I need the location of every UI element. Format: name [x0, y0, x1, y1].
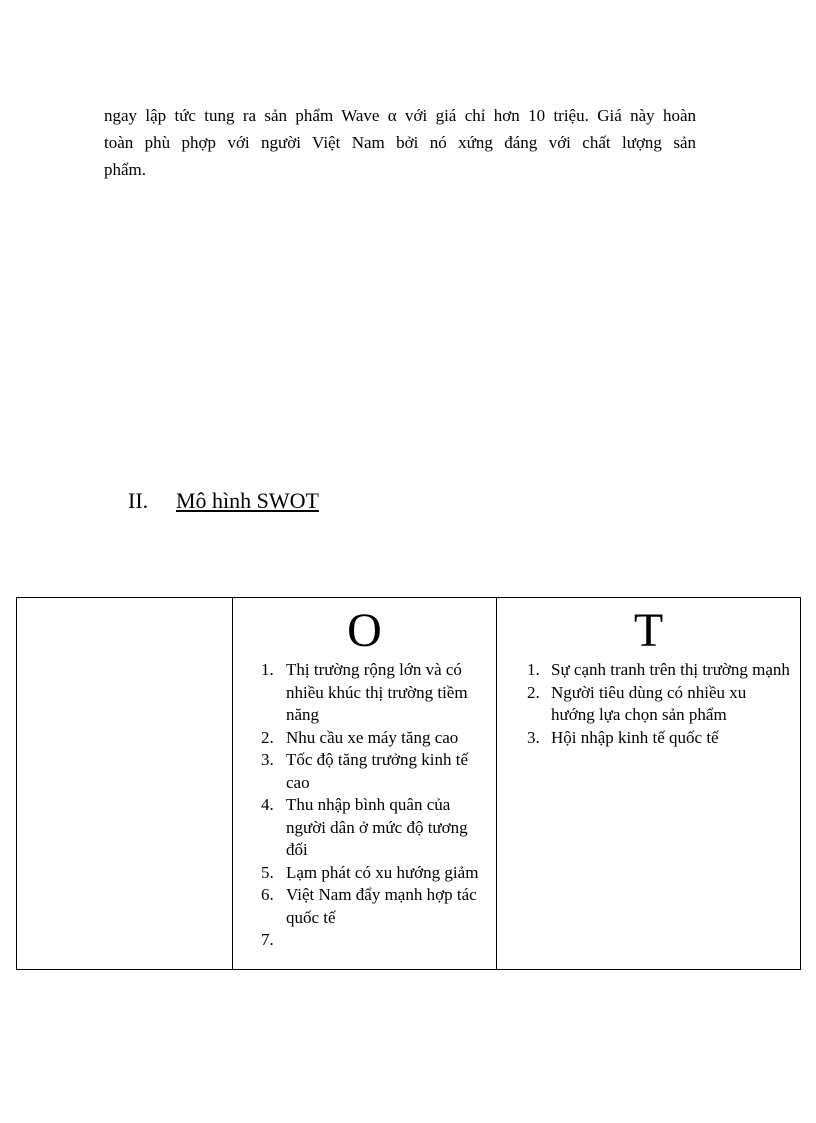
list-item	[497, 727, 790, 750]
section-heading	[128, 488, 319, 514]
list-item	[233, 749, 492, 794]
item-number: 1.	[261, 660, 274, 679]
item-number: 2.	[261, 727, 274, 747]
section-number: II.	[128, 488, 149, 513]
item-text: Hội nhập kinh tế quốc tế	[551, 727, 719, 747]
list-item	[233, 727, 492, 750]
item-number: 4.	[261, 795, 274, 814]
item-number: 1.	[527, 660, 540, 679]
paragraph-line: phẩm.	[104, 160, 147, 179]
list-item	[233, 929, 492, 945]
list-item	[497, 659, 790, 682]
swot-table	[16, 597, 801, 970]
item-number: 6.	[261, 885, 274, 904]
list-item	[233, 659, 492, 727]
swot-opportunities-cell	[233, 598, 497, 969]
item-number: 2.	[527, 682, 540, 702]
list-item	[233, 862, 492, 885]
section-title: Mô hình SWOT	[176, 488, 319, 513]
item-text: Lạm phát có xu hướng giảm	[286, 862, 479, 882]
item-text: Việt Nam đẩy mạnh hợp tác quốc tế	[286, 885, 477, 927]
item-number: 3.	[261, 750, 274, 769]
opportunities-list	[233, 659, 496, 945]
opportunities-letter: O	[347, 604, 382, 657]
item-number: 7.	[261, 930, 274, 945]
list-item	[233, 884, 492, 929]
paragraph-line: toàn phù phợp với người Việt Nam bởi nó xứng đáng với chất lượng sản	[104, 133, 696, 152]
list-item	[497, 682, 790, 727]
body-paragraph	[104, 102, 696, 183]
swot-threats-cell	[497, 598, 800, 969]
item-number: 3.	[527, 727, 540, 747]
item-text: Thị trường rộng lớn và có nhiều khúc thị trường tiềm năng	[286, 660, 468, 724]
threats-letter: T	[633, 604, 664, 657]
item-text: Sự cạnh tranh trên thị trường mạnh	[551, 660, 790, 679]
item-text: Tốc độ tăng trưởng kinh tế cao	[286, 750, 469, 792]
swot-empty-cell	[17, 598, 233, 969]
item-text: Nhu cầu xe máy tăng cao	[286, 727, 459, 747]
threats-list	[497, 659, 800, 749]
item-text: Người tiêu dùng có nhiều xu hướng lựa chọn sản phẩm	[551, 682, 747, 724]
item-number: 5.	[261, 862, 274, 882]
item-text: Thu nhập bình quân của người dân ở mức độ tương đối	[286, 795, 468, 859]
paragraph-line: ngay lập tức tung ra sản phẩm Wave α với giá chỉ hơn 10 triệu. Giá này hoàn	[104, 106, 696, 125]
list-item	[233, 794, 492, 862]
